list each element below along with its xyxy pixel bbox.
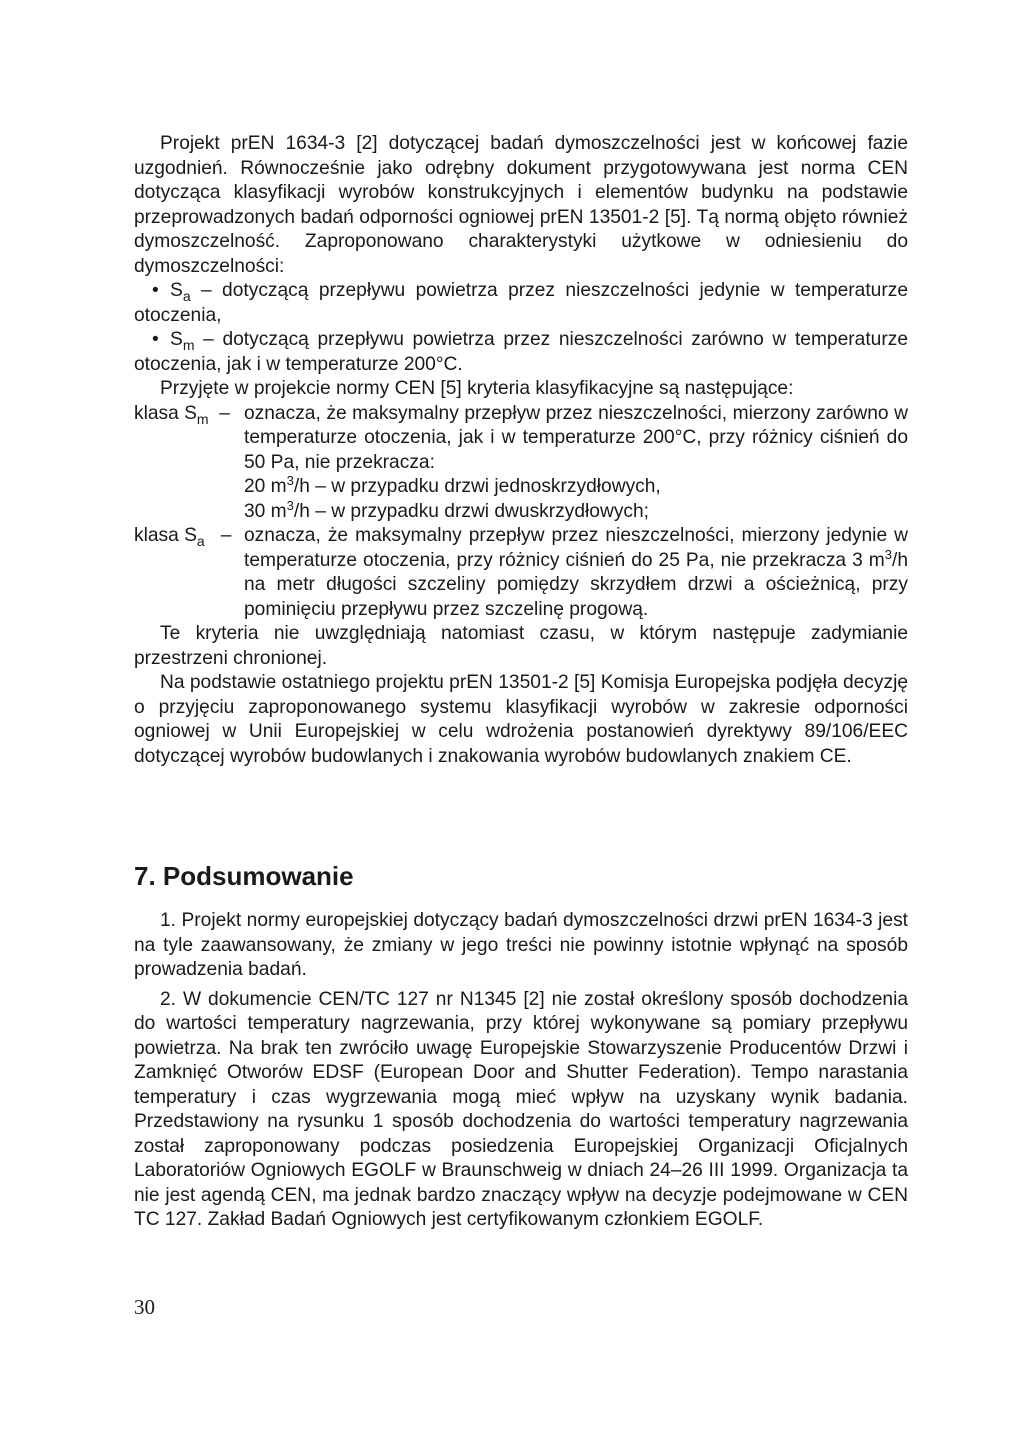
class-sa-definition: [134, 524, 908, 622]
bullet-item-sa: [134, 279, 908, 328]
class-sa-label: klasa $S_a$ –: [134, 525, 232, 549]
summary-item-2: 2. W dokumencie CEN/TC 127 nr N1345 [2] nie został określony sposób dochodzenia do wartości temperatury nagrzewania, przy której wykonywane są pomiary przepływu powietrza. Na brak ten zwróciło uwagę Europejskie Stowarzyszenie Producentów Drzwi i Zamknięć Otworów EDSF (European Door and Shutter Federation). Tempo narastania temperatury i czas wygrzewania mogą mieć wpływ na uzyskany wynik badania. Przedstawiony na rysunku 1 sposób dochodzenia do wartości temperatury nagrzewania został zaproponowany podczas posiedzenia Europejskiej Organizacji Oficjalnych Laboratoriów Ogniowych EGOLF w Braunschweig w dniach 24–26 III 1999. Organizacja ta nie jest agendą CEN, ma jednak bardzo znaczący wpływ na decyzje podejmowane w CEN TC 127. Zakład Badań Ogniowych jest certyfikowanym członkiem EGOLF.: [134, 988, 908, 1230]
sm-description: – dotyczącą przepływu powietrza przez nieszczelności zarówno w temperaturze otoczenia, jak i w temperaturze 200°C.: [134, 329, 908, 375]
class-sm-limit-single: 20 $m^3/h$ – w przypadku drzwi jednoskrzydłowych,: [244, 473, 661, 497]
sa-symbol: S: [170, 280, 183, 301]
page-number: 30: [134, 1295, 155, 1319]
criteria-intro: Przyjęte w projekcie normy CEN [5] kryteria klasyfikacyjne są następujące:: [160, 378, 794, 399]
class-sm-limit-double: 30 $m^3/h$ – w przypadku drzwi dwuskrzydłowych;: [244, 497, 650, 522]
bullet-icon: •: [152, 280, 159, 301]
class-sm-definition: [134, 402, 908, 525]
class-sa-text: oznacza, że maksymalny przepływ przez nieszczelności, mierzony jedynie w temperaturze otoczenia, przy różnicy ciśnień do 25 Pa, nie przekracza 3 $m^3/h$ na metr długości szczeliny pomiędzy skrzydłem drzwi a ościeżnicą, przy pominięciu przepływu przez szczelinę progową.: [244, 525, 908, 620]
class-sa-body: [244, 524, 908, 622]
class-sm-body: [244, 402, 908, 525]
section-heading: 7. Podsumowanie: [134, 861, 354, 891]
class-sm-text: oznacza, że maksymalny przepływ przez nieszczelności, mierzony zarówno w temperaturze otoczenia, jak i w temperaturze 200°C, przy różnicy ciśnień do 50 Pa, nie przekracza:: [244, 402, 908, 473]
bullet-icon: •: [152, 329, 159, 350]
sm-subscript: m: [182, 337, 195, 353]
class-sm-label: klasa $S_m$ –: [134, 402, 230, 427]
sm-symbol: S: [170, 329, 183, 350]
main-text: [134, 132, 908, 769]
summary-list: [134, 909, 908, 1233]
bullet-item-sm: [134, 328, 908, 377]
summary-item-1: 1. Projekt normy europejskiej dotyczący badań dymoszczelności drzwi prEN 1634-3 jest na tyle zaawansowany, że zmiany w jego treści nie powinny istotnie wpłynąć na sposób prowadzenia badań.: [134, 910, 908, 980]
sa-description: – dotyczącą przepływu powietrza przez nieszczelności jedynie w temperaturze otoczenia,: [134, 280, 908, 326]
intro-paragraph: Projekt prEN 1634-3 [2] dotyczącej badań dymoszczelności jest w końcowej fazie uzgodnień. Równocześnie jako odrębny dokument przygotowywana jest norma CEN dotycząca klasyfikacji wyrobów konstrukcyjnych i elementów budynku na podstawie przeprowadzonych badań odporności ogniowej prEN 13501-2 [5]. Tą normą objęto również dymoszczelność. Zaproponowano charakterystyki użytkowe w odniesieniu do dymoszczelności:: [134, 133, 908, 277]
criteria-note: Te kryteria nie uwzględniają natomiast czasu, w którym następuje zadymianie przestrzeni chronionej.: [134, 623, 908, 669]
sa-subscript: a: [182, 288, 191, 304]
commission-paragraph: Na podstawie ostatniego projektu prEN 13501-2 [5] Komisja Europejska podjęła decyzję o przyjęciu zaproponowanego systemu klasyfikacji wyrobów w zakresie odporności ogniowej w Unii Europejskiej w celu wdrożenia postanowień dyrektywy 89/106/EEC dotyczącej wyrobów budowlanych i znakowania wyrobów budowlanych znakiem CE.: [134, 672, 908, 767]
